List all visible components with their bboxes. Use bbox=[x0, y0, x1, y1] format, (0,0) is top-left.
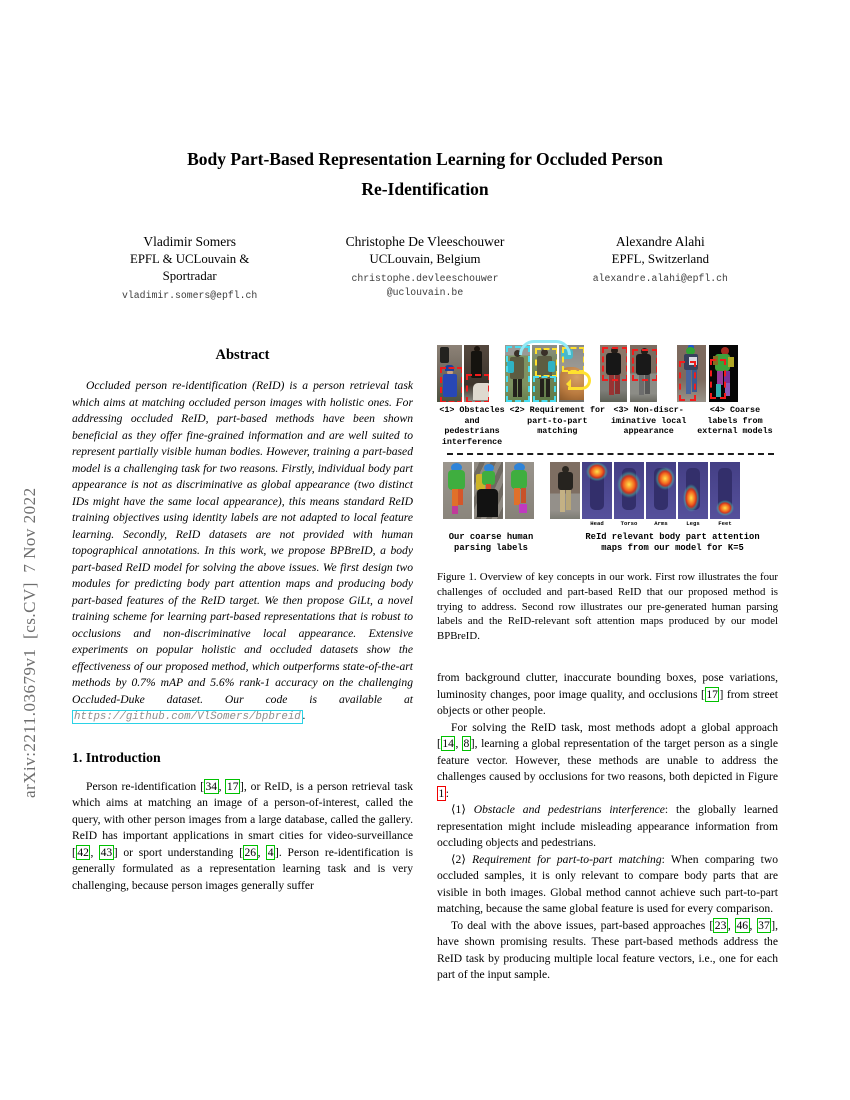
paragraph bbox=[437, 852, 778, 918]
paper-title-line1: Body Part-Based Representation Learning for Occluded Person bbox=[187, 149, 663, 169]
text-run: , bbox=[257, 845, 267, 859]
figure-row-challenges bbox=[437, 345, 778, 402]
text-run: Person re-identification [ bbox=[86, 779, 204, 793]
paragraph bbox=[437, 802, 778, 852]
figure-row2-captions bbox=[437, 532, 778, 554]
text-run: ], learning a global representation of the target person as a single feature vector. However, these methods are unable to address the challenges caused by occlusions for two reasons, both depicted in Figure bbox=[437, 737, 778, 784]
challenge-label-2 bbox=[509, 405, 605, 447]
text-run: , bbox=[749, 918, 757, 932]
figure-1 bbox=[437, 345, 778, 643]
citation-link[interactable]: 14 bbox=[442, 737, 454, 751]
author-2-email bbox=[307, 272, 542, 300]
author-3-affiliation: EPFL, Switzerland bbox=[611, 252, 710, 266]
label-line: labels from bbox=[707, 415, 763, 426]
heatmap-feet-tile bbox=[710, 462, 740, 519]
challenge-label-1 bbox=[437, 405, 507, 447]
figure-row1-labels bbox=[437, 405, 778, 447]
caption-line: ReId relevant body part attention bbox=[585, 532, 760, 543]
attention-label-torso: Torso bbox=[620, 520, 638, 528]
right-column bbox=[437, 345, 778, 984]
label-line: appearance bbox=[623, 426, 674, 437]
text-run: , bbox=[455, 737, 462, 751]
abstract-text bbox=[72, 378, 413, 726]
caption-line: Our coarse human bbox=[448, 532, 534, 543]
parsing-label-tile-1 bbox=[443, 462, 472, 519]
parsing-caption bbox=[437, 532, 545, 554]
author-2 bbox=[307, 233, 542, 303]
text-run: , bbox=[218, 779, 226, 793]
author-2-email-line2: @uclouvain.be bbox=[386, 287, 464, 298]
text-run: ⟨2⟩ bbox=[451, 852, 473, 866]
citation-link[interactable]: 23 bbox=[714, 918, 727, 932]
text-run: ] or sport understanding [ bbox=[113, 845, 243, 859]
citation-link[interactable]: 37 bbox=[758, 918, 770, 932]
author-1-name: Vladimir Somers bbox=[143, 234, 236, 249]
caption-line: maps from our model for K=5 bbox=[601, 543, 744, 554]
author-1-affil-line1: EPFL & UCLouvain & bbox=[130, 252, 250, 266]
figure-row-parsing-attention bbox=[443, 462, 778, 528]
label-line: <2> Requirement for bbox=[509, 405, 606, 415]
heatmap-torso-tile bbox=[614, 462, 644, 519]
paper-title bbox=[72, 144, 778, 204]
text-run: ]. Person re-identification is generally formulated as a representation learning task and is very challenging, because person images generally suffer bbox=[72, 845, 413, 892]
label-line: <4> Coarse bbox=[709, 405, 761, 415]
code-url-link[interactable]: https://github.com/VlSomers/bpbreid bbox=[74, 711, 301, 723]
text-run: ⟨1⟩ bbox=[451, 803, 474, 817]
figure-1-caption: Figure 1. Overview of key concepts in our work. First row illustrates the four challenges of occluded and part-based ReID that our proposed method is trying to address. Second row illustrates our pre-generated human parsing labels and the ReID-relevant soft attention maps produced by our model BPBreID. bbox=[437, 571, 778, 642]
attention-map-legs bbox=[678, 462, 708, 528]
arxiv-sidebar-label: arXiv:2211.03679v1 [cs.CV] 7 Nov 2022 bbox=[20, 487, 39, 798]
attention-map-head bbox=[582, 462, 612, 528]
text-run: from background clutter, inaccurate bounding boxes, pose variations, luminosity changes, poor image quality, and occlusions [ bbox=[437, 671, 778, 701]
photo-obstacle-2 bbox=[464, 345, 489, 402]
paragraph bbox=[437, 918, 778, 984]
abstract-body-run: Occluded person re-identification (ReID) is a person retrieval task which aims at matching occluded person images with holistic ones. For addressing occluded ReID, part-based methods have been shown beneficial as they offer fine-grained information and are well suited to represent partially visible human bodies. However, training a part-based model is a challenging task for two reasons. Firstly, individual body part appearance is not as discriminative as global appearance (two distinct IDs might have the same local appearance), this means standard ReID training objectives using identity labels are not adapted to local feature learning. Secondly, ReID datasets are not provided with human topographical annotations. In this work, we propose BPBreID, a body part-based ReID model for solving the above issues. We first design two modules for predicting body part attention maps and producing body part-based features of the ReID target. We then propose GiLt, a novel training scheme for learning part-based representations that is robust to occlusions and non-discriminative local appearance. Extensive experiments on popular holistic and occluded datasets show the effectiveness of our proposed method, which outperforms state-of-the-art methods by 0.7% mAP and 5.6% rank-1 accuracy on the challenging Occluded-Duke dataset. Our code is available at bbox=[72, 379, 413, 706]
emphasized-term: Obstacle and pedestrians interference bbox=[473, 803, 665, 817]
cyan-match-arrow-icon bbox=[519, 340, 571, 355]
author-3-email: alexandre.alahi@epfl.ch bbox=[592, 273, 728, 284]
label-line: interference bbox=[441, 436, 503, 447]
abstract-heading: Abstract bbox=[215, 347, 270, 363]
citation-link[interactable]: 43 bbox=[100, 845, 113, 859]
author-1 bbox=[72, 233, 307, 303]
emphasized-term: Requirement for part-to-part matching bbox=[472, 852, 662, 866]
author-3 bbox=[543, 233, 778, 303]
citation-link[interactable]: 8 bbox=[463, 737, 470, 751]
text-run: ] from street objects or other people. bbox=[437, 687, 778, 718]
text-run: : When comparing two occluded samples, it is only relevant to compare body parts that are visible in both images. Global method cannot achieve such part-to-part matching, because the same global feature is used for every comparison. bbox=[437, 852, 779, 916]
label-line: <1> Obstacles bbox=[439, 405, 505, 415]
citation-link[interactable]: 4 bbox=[267, 845, 274, 859]
paragraph bbox=[437, 720, 778, 803]
author-1-affil-line2: Sportradar bbox=[162, 269, 217, 283]
attention-caption bbox=[567, 532, 778, 554]
text-run: , bbox=[727, 918, 735, 932]
label-line: iminative local bbox=[610, 415, 687, 426]
paper-title-line2: Re-Identification bbox=[361, 179, 489, 199]
label-line: matching bbox=[537, 426, 578, 437]
abstract-period: . bbox=[302, 709, 306, 722]
label-line: and pedestrians bbox=[444, 415, 500, 437]
paragraph bbox=[437, 670, 778, 720]
text-run: To deal with the above issues, part-based approaches [ bbox=[451, 918, 714, 932]
segmentation-map bbox=[709, 345, 738, 402]
text-run: ], have shown promising results. These part-based methods address the ReID task by producing multiple local feature vectors, i.e., one for each part of the input sample. bbox=[437, 918, 778, 982]
photo-obstacle-1 bbox=[437, 345, 462, 402]
citation-link[interactable]: 26 bbox=[244, 845, 257, 859]
label-line: <3> Non-discr- bbox=[613, 405, 684, 415]
figure-reference-link[interactable]: 1 bbox=[438, 786, 445, 800]
parsing-label-tile-3 bbox=[505, 462, 534, 519]
label-line: part-to-part bbox=[527, 415, 588, 426]
attention-source-photo bbox=[550, 462, 580, 519]
attention-map-arms bbox=[646, 462, 676, 528]
right-column-text bbox=[437, 670, 778, 984]
photo-nondiscriminative-2 bbox=[630, 345, 657, 402]
citation-link[interactable]: 17 bbox=[226, 779, 239, 793]
attention-map-torso bbox=[614, 462, 644, 528]
caption-line: parsing labels bbox=[454, 543, 528, 554]
author-1-affiliation bbox=[72, 251, 307, 285]
text-run: For solving the ReID task, most methods adopt a global approach [ bbox=[437, 720, 778, 751]
attention-label-feet: Feet bbox=[718, 520, 732, 528]
citation-link[interactable]: 17 bbox=[706, 687, 718, 701]
citation-link[interactable]: 46 bbox=[736, 918, 749, 932]
author-2-affiliation: UCLouvain, Belgium bbox=[369, 252, 481, 266]
left-column bbox=[72, 345, 413, 894]
author-2-email-line1: christophe.devleeschouwer bbox=[351, 273, 499, 284]
attention-map-feet bbox=[710, 462, 740, 528]
intro-paragraph bbox=[72, 779, 413, 895]
citation-link[interactable]: 42 bbox=[77, 845, 89, 859]
challenge-label-3 bbox=[608, 405, 690, 447]
yellow-match-arrow-icon bbox=[568, 371, 591, 390]
heatmap-head-tile bbox=[582, 462, 612, 519]
yellow-arrowhead-icon bbox=[561, 379, 571, 389]
attention-label-arms: Arms bbox=[654, 520, 668, 528]
section-heading-introduction: 1. Introduction bbox=[72, 749, 161, 765]
author-1-email: vladimir.somers@epfl.ch bbox=[122, 290, 258, 301]
text-run: ], or ReID, is a person retrieval task which aims at matching an image of a person-of-interest, called the query, with other person images from a large database, called the gallery. ReID has important applications in smart cities for video-surveillance [ bbox=[72, 779, 413, 859]
attention-label-legs: Legs bbox=[686, 520, 700, 528]
text-run: : bbox=[445, 786, 450, 800]
citation-link[interactable]: 34 bbox=[205, 779, 218, 793]
photo-nondiscriminative-1 bbox=[600, 345, 627, 402]
photo-coarse-labels-person bbox=[677, 345, 706, 402]
figure-dashed-separator bbox=[447, 453, 774, 455]
attention-label-head: Head bbox=[590, 520, 604, 528]
text-run: : the globally learned representation might include misleading appearance information from occluding objects and pedestrians. bbox=[437, 803, 778, 850]
author-block bbox=[72, 233, 778, 303]
author-3-name: Alexandre Alahi bbox=[615, 234, 705, 249]
author-2-name: Christophe De Vleeschouwer bbox=[345, 234, 505, 249]
parsing-label-tile-2 bbox=[474, 462, 503, 519]
text-run: , bbox=[90, 845, 100, 859]
heatmap-legs-tile bbox=[678, 462, 708, 519]
heatmap-arms-tile bbox=[646, 462, 676, 519]
label-line: external models bbox=[697, 426, 773, 437]
challenge-label-4 bbox=[692, 405, 778, 447]
